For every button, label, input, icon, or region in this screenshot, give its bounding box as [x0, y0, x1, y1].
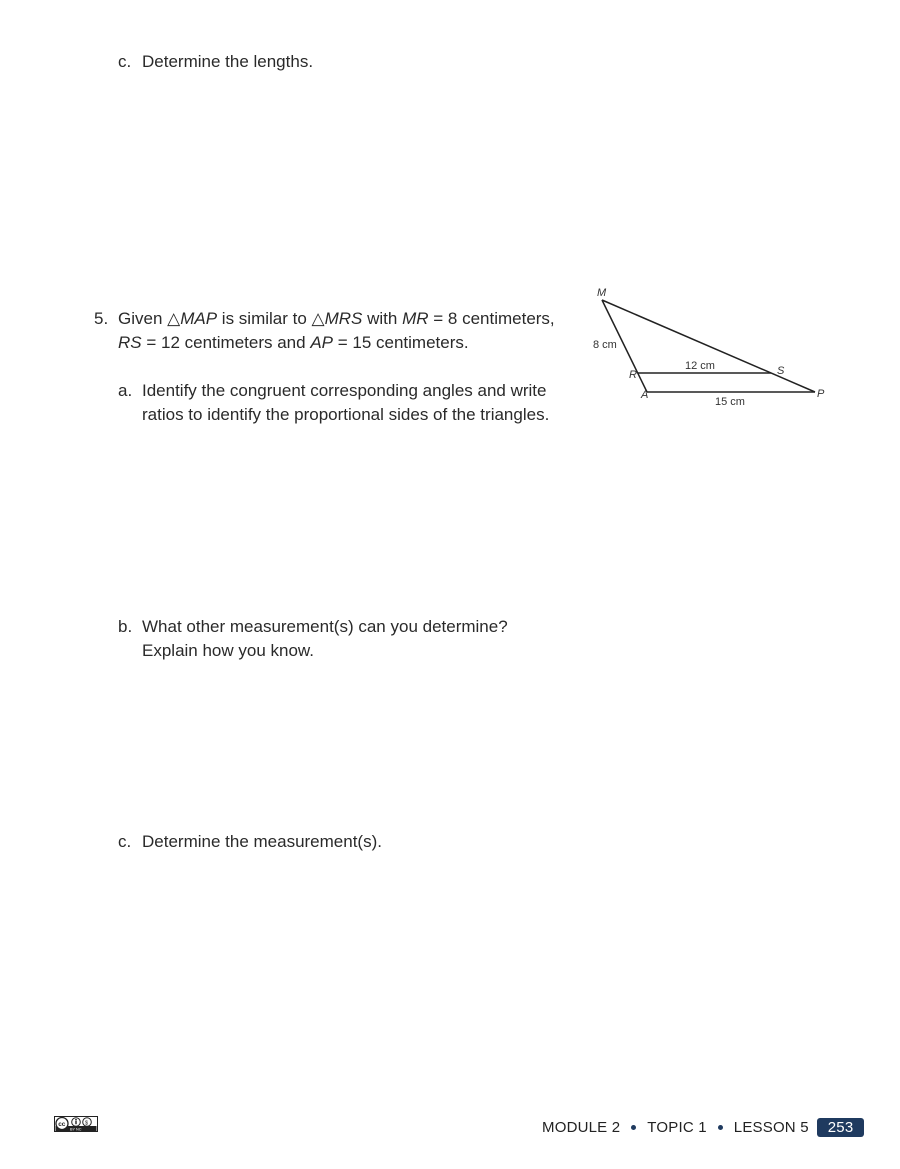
footer-lesson: LESSON 5 — [733, 1118, 809, 1136]
creative-commons-license-icon — [54, 1116, 98, 1132]
stem-text: with — [362, 309, 403, 328]
bullet-icon — [718, 1125, 723, 1130]
footer-module: MODULE 2 — [542, 1118, 621, 1136]
label-mr: 8 cm — [593, 339, 617, 351]
var-rs: RS — [118, 333, 142, 352]
part-4c — [118, 50, 313, 74]
vertex-m: M — [597, 287, 607, 299]
part-5a-line-1 — [118, 379, 546, 403]
triangle-figure — [580, 278, 840, 418]
stem-text: = 8 centimeters, — [428, 309, 555, 328]
part-letter: c. — [118, 832, 132, 851]
part-text: Explain how you know. — [142, 641, 314, 660]
var-mrs: MRS — [324, 309, 363, 328]
part-letter: a. — [118, 381, 133, 400]
problem-5-line-1 — [94, 307, 555, 331]
var-mr: MR — [402, 309, 429, 328]
part-text: ratios to identify the proportional sides of the triangles. — [142, 405, 550, 424]
footer-topic: TOPIC 1 — [647, 1118, 707, 1136]
part-5b-line-2 — [142, 639, 314, 663]
part-text: Identify the congruent corresponding angles and write — [142, 381, 547, 400]
var-ap: AP — [310, 333, 333, 352]
part-text: Determine the lengths. — [142, 52, 314, 71]
page-number-badge: 253 — [817, 1118, 865, 1137]
var-map: MAP — [180, 309, 218, 328]
label-ap: 15 cm — [715, 396, 745, 408]
vertex-p: P — [817, 388, 825, 400]
part-5c — [118, 830, 382, 854]
problem-number: 5. — [94, 309, 109, 328]
problem-5-line-2 — [118, 331, 469, 355]
license-text: BY NC — [70, 1127, 82, 1132]
part-text: Determine the measurement(s). — [142, 832, 382, 851]
vertex-r: R — [629, 369, 637, 381]
vertex-s: S — [777, 365, 785, 377]
part-letter: b. — [118, 617, 133, 636]
part-5b-line-1 — [118, 615, 508, 639]
page-footer — [542, 1117, 864, 1137]
stem-text: Given △ — [118, 309, 181, 328]
part-text: What other measurement(s) can you determine? — [142, 617, 508, 636]
label-rs: 12 cm — [685, 360, 715, 372]
part-letter: c. — [118, 52, 132, 71]
stem-text: = 12 centimeters and — [141, 333, 311, 352]
bullet-icon — [631, 1125, 636, 1130]
svg-text:cc: cc — [58, 1121, 66, 1128]
stem-text: = 15 centimeters. — [333, 333, 469, 352]
vertex-a: A — [641, 389, 649, 401]
svg-text:$: $ — [85, 1120, 89, 1127]
part-5a-line-2 — [142, 403, 549, 427]
stem-text: is similar to △ — [217, 309, 325, 328]
